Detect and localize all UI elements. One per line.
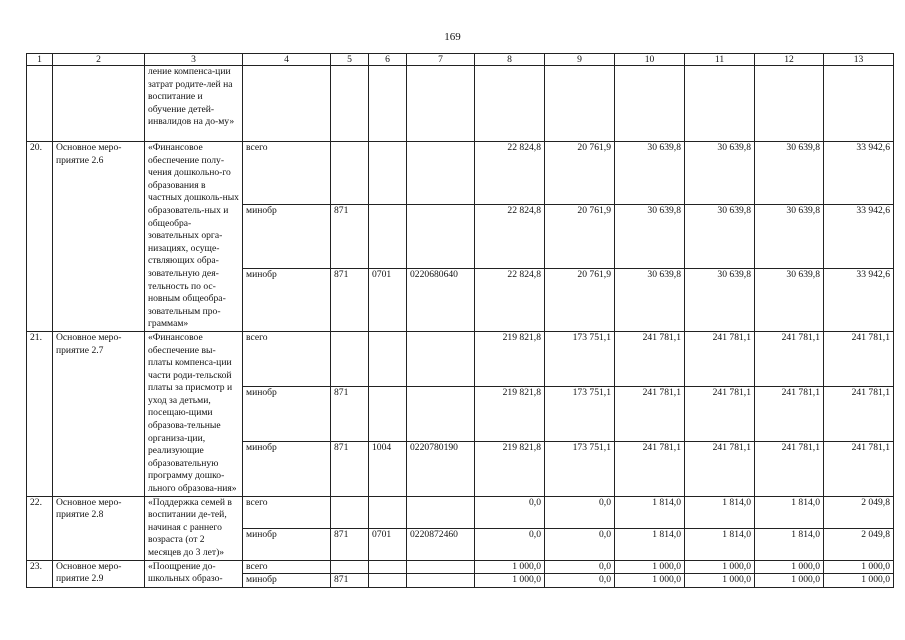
col-header: 10 xyxy=(615,54,685,66)
event-label: Основное меро-приятие 2.7 xyxy=(53,331,145,496)
amount-cell: 20 761,9 xyxy=(545,142,615,205)
amount-cell: 30 639,8 xyxy=(615,205,685,268)
event-name-continued: ление компенса-ции затрат родите-лей на воспитание и обучение детей-инвалидов на до-му» xyxy=(145,66,243,142)
grbs-code-cell xyxy=(331,560,369,574)
amount-cell: 241 781,1 xyxy=(824,441,894,496)
grbs-code-cell xyxy=(331,331,369,386)
executor-cell: минобр xyxy=(243,528,331,560)
amount-cell: 219 821,8 xyxy=(475,331,545,386)
target-code-cell: 0220780190 xyxy=(407,441,475,496)
cell xyxy=(331,66,369,142)
row-number: 22. xyxy=(27,496,53,560)
amount-cell: 1 000,0 xyxy=(475,560,545,574)
section-code-cell: 1004 xyxy=(369,441,407,496)
executor-cell: минобр xyxy=(243,268,331,331)
grbs-code-cell: 871 xyxy=(331,574,369,588)
amount-cell: 1 000,0 xyxy=(475,574,545,588)
amount-cell: 1 814,0 xyxy=(685,496,755,528)
amount-cell: 241 781,1 xyxy=(615,441,685,496)
amount-cell: 241 781,1 xyxy=(824,386,894,441)
target-code-cell: 0220872460 xyxy=(407,528,475,560)
col-header: 1 xyxy=(27,54,53,66)
amount-cell: 1 000,0 xyxy=(755,560,824,574)
col-header: 6 xyxy=(369,54,407,66)
executor-cell: всего xyxy=(243,496,331,528)
col-header: 2 xyxy=(53,54,145,66)
grbs-code-cell: 871 xyxy=(331,441,369,496)
table-row xyxy=(27,560,894,574)
executor-cell: минобр xyxy=(243,441,331,496)
section-code-cell xyxy=(369,574,407,588)
col-header: 5 xyxy=(331,54,369,66)
amount-cell: 241 781,1 xyxy=(615,386,685,441)
amount-cell: 30 639,8 xyxy=(755,142,824,205)
section-code-cell xyxy=(369,560,407,574)
amount-cell: 0,0 xyxy=(475,528,545,560)
event-name: «Финансовое обеспечение полу-чения дошкольно-го образования в частных дошколь-ных образователь-ных и общеобра-зовательных орга-низациях, осуще-ствляющих обра-зовательную дея-тельность по ос-новным общеобра-зовательным про-граммам» xyxy=(145,142,243,332)
section-code-cell xyxy=(369,496,407,528)
executor-cell: минобр xyxy=(243,386,331,441)
executor-cell: минобр xyxy=(243,205,331,268)
amount-cell: 241 781,1 xyxy=(755,331,824,386)
table-row xyxy=(27,331,894,386)
cell xyxy=(685,66,755,142)
target-code-cell xyxy=(407,142,475,205)
amount-cell: 20 761,9 xyxy=(545,268,615,331)
section-code-cell: 0701 xyxy=(369,528,407,560)
table-row xyxy=(27,496,894,528)
amount-cell: 2 049,8 xyxy=(824,528,894,560)
amount-cell: 30 639,8 xyxy=(615,142,685,205)
col-header: 8 xyxy=(475,54,545,66)
amount-cell: 173 751,1 xyxy=(545,441,615,496)
event-label: Основное меро-приятие 2.9 xyxy=(53,560,145,587)
section-code-cell: 0701 xyxy=(369,268,407,331)
amount-cell: 219 821,8 xyxy=(475,386,545,441)
amount-cell: 33 942,6 xyxy=(824,268,894,331)
amount-cell: 22 824,8 xyxy=(475,142,545,205)
event-label: Основное меро-приятие 2.8 xyxy=(53,496,145,560)
amount-cell: 1 814,0 xyxy=(685,528,755,560)
grbs-code-cell: 871 xyxy=(331,268,369,331)
target-code-cell xyxy=(407,386,475,441)
section-code-cell xyxy=(369,386,407,441)
cell xyxy=(369,66,407,142)
cell xyxy=(475,66,545,142)
amount-cell: 1 814,0 xyxy=(615,528,685,560)
cell xyxy=(545,66,615,142)
amount-cell: 1 000,0 xyxy=(685,574,755,588)
event-label: Основное меро-приятие 2.6 xyxy=(53,142,145,332)
amount-cell: 22 824,8 xyxy=(475,268,545,331)
amount-cell: 2 049,8 xyxy=(824,496,894,528)
target-code-cell xyxy=(407,331,475,386)
column-number-row xyxy=(27,54,894,66)
amount-cell: 0,0 xyxy=(545,496,615,528)
amount-cell: 22 824,8 xyxy=(475,205,545,268)
amount-cell: 219 821,8 xyxy=(475,441,545,496)
amount-cell: 30 639,8 xyxy=(755,205,824,268)
section-code-cell xyxy=(369,205,407,268)
grbs-code-cell: 871 xyxy=(331,386,369,441)
amount-cell: 20 761,9 xyxy=(545,205,615,268)
amount-cell: 241 781,1 xyxy=(755,441,824,496)
target-code-cell: 0220680640 xyxy=(407,268,475,331)
amount-cell: 0,0 xyxy=(545,574,615,588)
event-name: «Поощрение до-школьных образо- xyxy=(145,560,243,587)
amount-cell: 241 781,1 xyxy=(685,441,755,496)
amount-cell: 1 814,0 xyxy=(755,528,824,560)
amount-cell: 241 781,1 xyxy=(615,331,685,386)
amount-cell: 30 639,8 xyxy=(685,268,755,331)
grbs-code-cell: 871 xyxy=(331,528,369,560)
amount-cell: 241 781,1 xyxy=(685,331,755,386)
amount-cell: 241 781,1 xyxy=(755,386,824,441)
cell xyxy=(243,66,331,142)
amount-cell: 30 639,8 xyxy=(685,142,755,205)
row-number: 21. xyxy=(27,331,53,496)
col-header: 12 xyxy=(755,54,824,66)
amount-cell: 241 781,1 xyxy=(685,386,755,441)
program-table xyxy=(26,53,894,588)
amount-cell: 30 639,8 xyxy=(685,205,755,268)
amount-cell: 30 639,8 xyxy=(615,268,685,331)
continuation-row xyxy=(27,66,894,142)
target-code-cell xyxy=(407,574,475,588)
amount-cell: 0,0 xyxy=(545,528,615,560)
amount-cell: 1 000,0 xyxy=(685,560,755,574)
amount-cell: 173 751,1 xyxy=(545,331,615,386)
amount-cell: 1 000,0 xyxy=(615,560,685,574)
amount-cell: 1 000,0 xyxy=(824,574,894,588)
executor-cell: всего xyxy=(243,560,331,574)
grbs-code-cell xyxy=(331,496,369,528)
amount-cell: 33 942,6 xyxy=(824,142,894,205)
col-header: 7 xyxy=(407,54,475,66)
col-header: 4 xyxy=(243,54,331,66)
row-number: 20. xyxy=(27,142,53,332)
executor-cell: всего xyxy=(243,331,331,386)
col-header: 3 xyxy=(145,54,243,66)
row-number: 23. xyxy=(27,560,53,587)
col-header: 11 xyxy=(685,54,755,66)
executor-cell: всего xyxy=(243,142,331,205)
col-header: 9 xyxy=(545,54,615,66)
col-header: 13 xyxy=(824,54,894,66)
cell xyxy=(615,66,685,142)
amount-cell: 1 814,0 xyxy=(755,496,824,528)
cell xyxy=(824,66,894,142)
cell xyxy=(755,66,824,142)
section-code-cell xyxy=(369,331,407,386)
executor-cell: минобр xyxy=(243,574,331,588)
target-code-cell xyxy=(407,560,475,574)
amount-cell: 1 000,0 xyxy=(755,574,824,588)
amount-cell: 1 000,0 xyxy=(615,574,685,588)
page-number: 169 xyxy=(444,31,461,43)
amount-cell: 0,0 xyxy=(475,496,545,528)
amount-cell: 1 814,0 xyxy=(615,496,685,528)
amount-cell: 241 781,1 xyxy=(824,331,894,386)
cell xyxy=(407,66,475,142)
cell xyxy=(27,66,53,142)
amount-cell: 173 751,1 xyxy=(545,386,615,441)
amount-cell: 0,0 xyxy=(545,560,615,574)
amount-cell: 33 942,6 xyxy=(824,205,894,268)
target-code-cell xyxy=(407,496,475,528)
target-code-cell xyxy=(407,205,475,268)
event-name: «Поддержка семей в воспитании де-тей, начиная с раннего возраста (от 2 месяцев до 3 лет)» xyxy=(145,496,243,560)
amount-cell: 30 639,8 xyxy=(755,268,824,331)
amount-cell: 1 000,0 xyxy=(824,560,894,574)
grbs-code-cell xyxy=(331,142,369,205)
cell xyxy=(53,66,145,142)
grbs-code-cell: 871 xyxy=(331,205,369,268)
table-row xyxy=(27,142,894,205)
section-code-cell xyxy=(369,142,407,205)
event-name: «Финансовое обеспечение вы-платы компенса-ции части роди-тельской платы за присмотр и уход за детьми, посещаю-щими образова-тельные организа-ции, реализующие образовательную программу дошко-льного образова-ния» xyxy=(145,331,243,496)
